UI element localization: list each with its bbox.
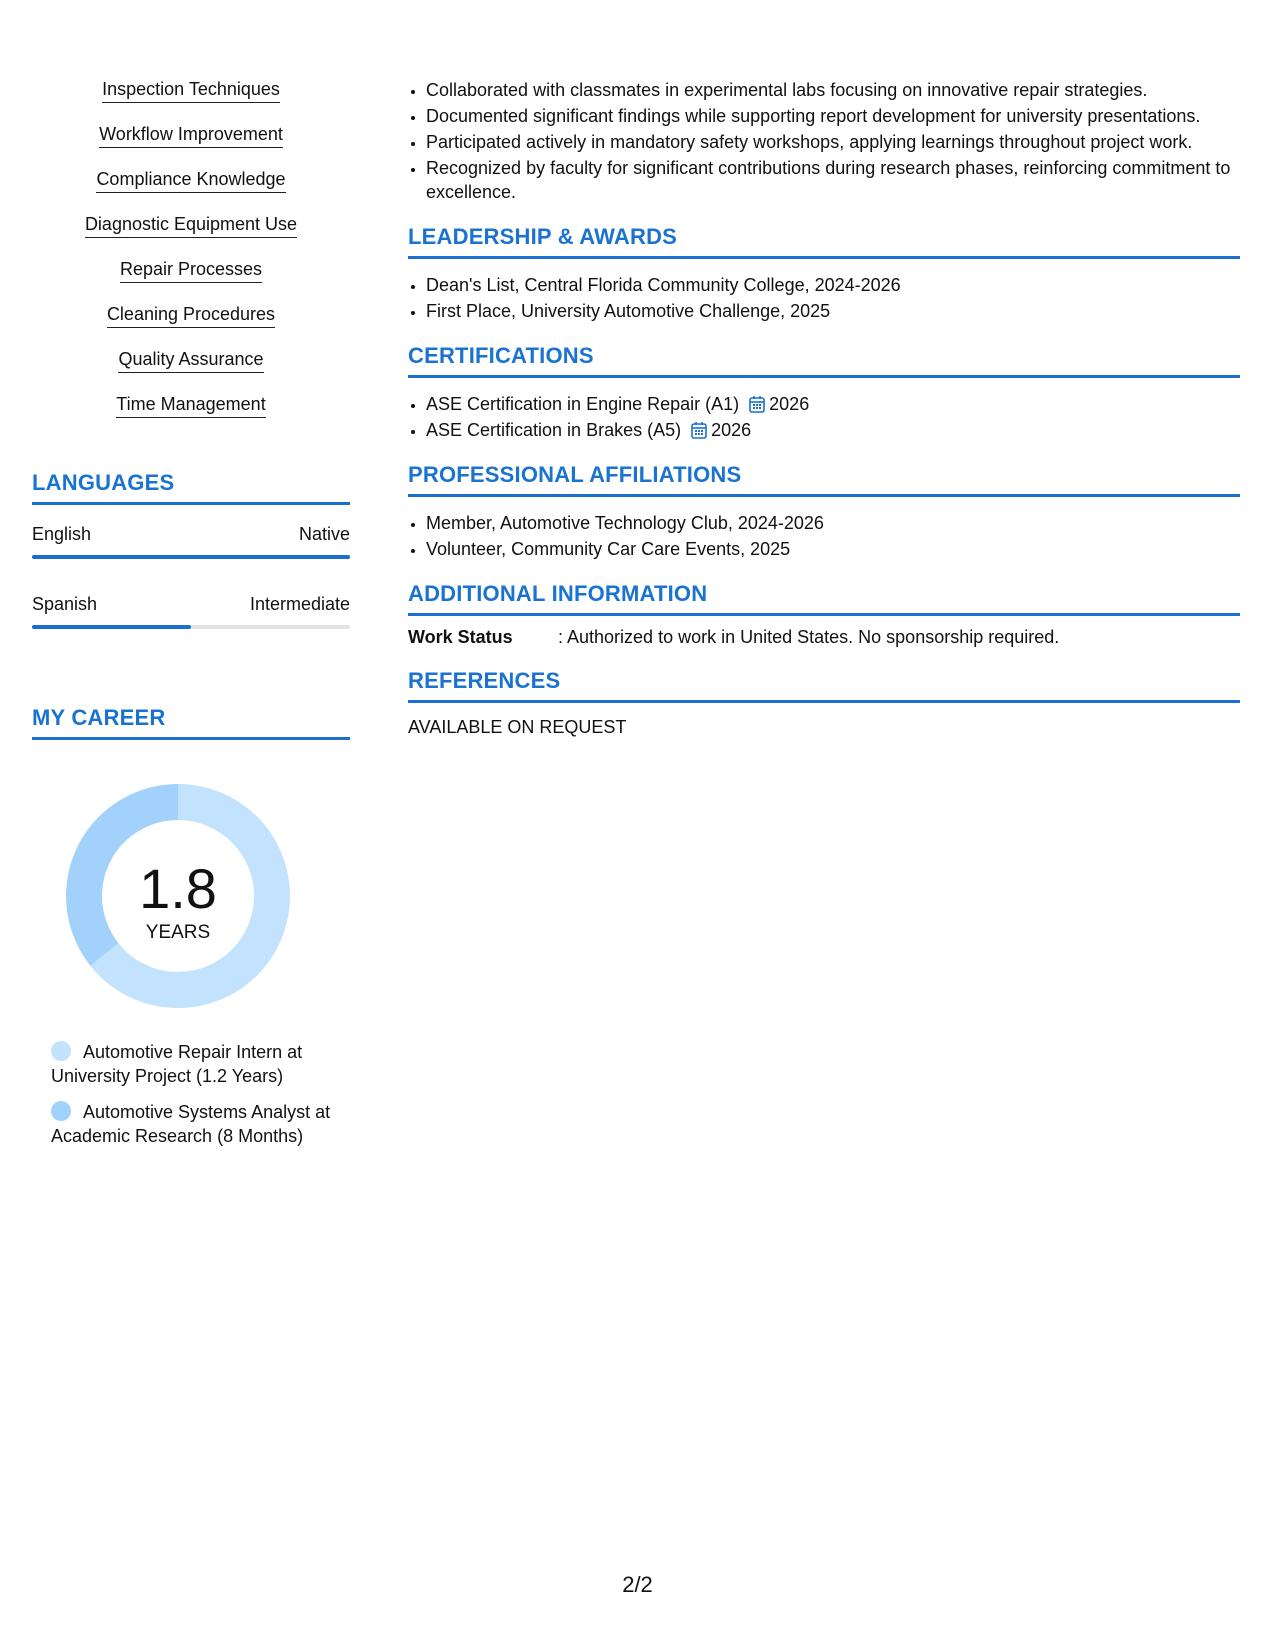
additional-title: ADDITIONAL INFORMATION: [408, 581, 1240, 616]
certifications-list: [408, 392, 1240, 442]
certifications-section: [408, 343, 1240, 442]
leadership-title: LEADERSHIP & AWARDS: [408, 224, 1240, 259]
work-status-row: [408, 626, 1240, 648]
calendar-icon: [691, 421, 707, 439]
career-title: MY CAREER: [32, 705, 350, 740]
skill-item: Repair Processes: [120, 258, 262, 283]
affiliations-section: [408, 462, 1240, 561]
career-unit: YEARS: [145, 922, 211, 943]
references-text: AVAILABLE ON REQUEST: [408, 717, 627, 737]
leadership-item: • First Place, University Automotive Challenge, 2025: [426, 299, 1240, 323]
language-bar: [32, 555, 350, 559]
experience-bullets: [408, 78, 1240, 204]
career-legend: [32, 1040, 341, 1148]
affiliation-item: • Volunteer, Community Car Care Events, 2025: [426, 537, 1240, 561]
work-status-label: Work Status: [408, 627, 513, 647]
legend-dot-icon: [51, 1041, 71, 1061]
skill-item: Diagnostic Equipment Use: [85, 213, 297, 238]
language-bar-fill: [32, 555, 350, 559]
career-section: [32, 705, 350, 1148]
career-total: 1.8: [139, 857, 217, 920]
language-bar: [32, 625, 350, 629]
skill-item: Cleaning Procedures: [107, 303, 275, 328]
leadership-section: [408, 224, 1240, 323]
skill-item: Quality Assurance: [118, 348, 263, 373]
references-title: REFERENCES: [408, 668, 1240, 703]
references-section: [408, 668, 1240, 738]
affiliations-list: [408, 511, 1240, 561]
language-item: [32, 523, 350, 559]
additional-section: [408, 581, 1240, 648]
affiliations-title: PROFESSIONAL AFFILIATIONS: [408, 462, 1240, 497]
experience-bullet: • Documented significant findings while supporting report development for university presentations.: [426, 104, 1240, 128]
skill-item: Inspection Techniques: [102, 78, 280, 103]
leadership-item: • Dean's List, Central Florida Community College, 2024-2026: [426, 273, 1240, 297]
experience-bullet: • Participated actively in mandatory safety workshops, applying learnings throughout project work.: [426, 130, 1240, 154]
language-name: English: [32, 524, 92, 544]
legend-label: Automotive Repair Intern at University Project (1.2 Years): [51, 1042, 303, 1086]
skill-item: Time Management: [116, 393, 265, 418]
skill-item: Workflow Improvement: [99, 123, 283, 148]
legend-item: [51, 1040, 341, 1088]
certifications-title: CERTIFICATIONS: [408, 343, 1240, 378]
work-status-value: : Authorized to work in United States. No sponsorship required.: [558, 627, 1060, 647]
calendar-icon: [749, 395, 765, 413]
legend-dot-icon: [51, 1101, 71, 1121]
certification-item: [426, 418, 1240, 442]
languages-section: [32, 470, 350, 629]
certification-item: [426, 392, 1240, 416]
skill-item: Compliance Knowledge: [96, 168, 285, 193]
legend-item: [51, 1100, 341, 1148]
leadership-list: [408, 273, 1240, 323]
legend-label: Automotive Systems Analyst at Academic Research (8 Months): [51, 1102, 331, 1146]
certification-name: ASE Certification in Brakes (A5): [426, 420, 682, 440]
languages-title: LANGUAGES: [32, 470, 350, 505]
career-donut-chart: [66, 784, 290, 1008]
page-number: 2/2: [622, 1572, 653, 1597]
language-item: [32, 593, 350, 629]
language-level: Native: [298, 524, 350, 544]
language-bar-fill: [32, 625, 191, 629]
certification-name: ASE Certification in Engine Repair (A1): [426, 394, 740, 414]
skills-list: [32, 78, 350, 438]
right-column: [408, 78, 1240, 738]
experience-bullet: • Collaborated with classmates in experimental labs focusing on innovative repair strategies.: [426, 78, 1240, 102]
certification-year: 2026: [769, 394, 810, 414]
left-column: [32, 78, 350, 1160]
language-level: Intermediate: [249, 594, 350, 614]
language-name: Spanish: [32, 594, 98, 614]
affiliation-item: • Member, Automotive Technology Club, 2024-2026: [426, 511, 1240, 535]
experience-bullet: • Recognized by faculty for significant contributions during research phases, reinforcing commitment to excellence.: [426, 156, 1240, 204]
certification-year: 2026: [711, 420, 752, 440]
